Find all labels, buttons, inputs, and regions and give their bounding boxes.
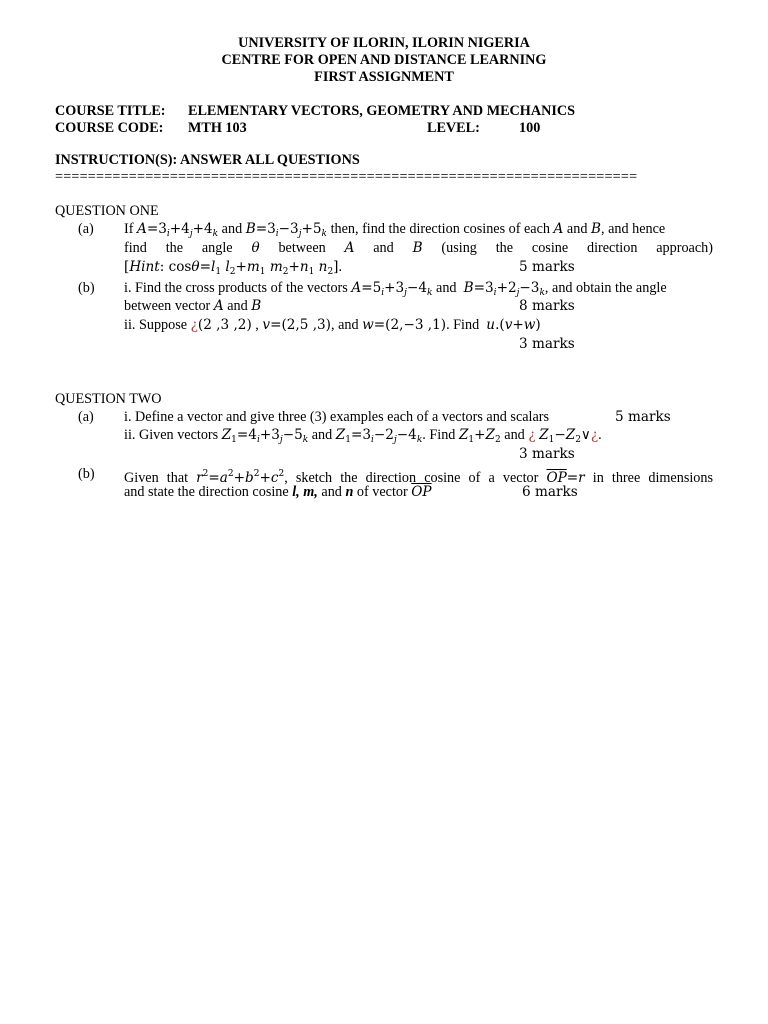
- q2-b-text-5: of vector: [356, 484, 408, 500]
- q2-a-line-2: ii. Given vectors $Z_1=4_i+3_j-5_k$ and $Z_1=3_i-2_j-4_k$. Find $Z_1+Z_2$ and ¿ $Z_1-Z_2\vee¿$.: [124, 427, 602, 445]
- q2-b-marks: 6 marks: [522, 484, 578, 500]
- course-code-label: COURSE CODE:: [55, 120, 164, 136]
- q2-a-marks-1: 5 marks: [615, 409, 671, 425]
- q1-b-line-2: between vector A and B: [124, 298, 262, 314]
- q1-b-label: (b): [78, 280, 95, 296]
- q2-b-text-1: Given that: [124, 470, 189, 486]
- course-code-value: MTH 103: [188, 120, 247, 136]
- q1-b-text-3: between vector: [124, 298, 211, 314]
- level-label: LEVEL:: [427, 120, 480, 136]
- course-title-value: ELEMENTARY VECTORS, GEOMETRY AND MECHANICS: [188, 103, 575, 119]
- q1-b-text-1: i. Find the cross products of the vectors: [124, 280, 348, 296]
- q2-b-text-2: , sketch the direction cosine of a vector: [284, 470, 539, 486]
- q1-b-text-4: ii. Suppose: [124, 317, 188, 333]
- q2-b-text-3: in three dimensions: [592, 470, 713, 486]
- university-title: UNIVERSITY OF ILORIN, ILORIN NIGERIA: [238, 35, 530, 51]
- q2-a-line-1: i. Define a vector and give three (3) examples each of a vectors and scalars: [124, 409, 550, 425]
- q1-a-label: (a): [78, 221, 94, 237]
- assignment-title: FIRST ASSIGNMENT: [314, 69, 454, 85]
- q2-b-line-1: Given that $r^2=a^2+b^2+c^2$, sketch the direction cosine of a vector $\overline{OP}=r$ in three dimensions: [124, 469, 713, 486]
- divider-line: =======================================================================: [55, 169, 638, 185]
- q1-a-line-2: find the angle θ between A and B (using the cosine direction approach): [124, 240, 713, 256]
- instructions: INSTRUCTION(S): ANSWER ALL QUESTIONS: [55, 152, 360, 168]
- course-title-label: COURSE TITLE:: [55, 103, 166, 119]
- q2-b-line-2: and state the direction cosine l, m, and n of vector $\overline{OP}$: [124, 484, 432, 500]
- q1-b-line-1: i. Find the cross products of the vectors $A=5_i+3_j-4_k$ and $B=3_i+2_j-3_k$, and obtain the angle: [124, 280, 667, 298]
- q1-b-marks-1: 8 marks: [519, 298, 575, 314]
- q2-a-label: (a): [78, 409, 94, 425]
- q2-b-label: (b): [78, 466, 95, 482]
- q1-a-hint: [Hint: $\cos\theta=l_1$ $l_2+m_1$ $m_2+n_1$ $n_2$].: [124, 259, 343, 277]
- q1-b-line-3: ii. Suppose ¿(2 ,3 ,2) , v=(2,5 ,3), and w=(2,−3 ,1). Find u.(v+w): [124, 317, 541, 333]
- q1-b-text-2: , and obtain the angle: [544, 280, 667, 296]
- q1-a-line-1: If $A=3_i+4_j+4_k$ and $B=3_i-3_j+5_k$ then, find the direction cosines of each A and B, and hence: [124, 221, 666, 239]
- q1-a-marks: 5 marks: [519, 259, 575, 275]
- q1-b-text-5: . Find: [446, 317, 480, 333]
- level-value: 100: [519, 120, 541, 136]
- centre-title: CENTRE FOR OPEN AND DISTANCE LEARNING: [221, 52, 547, 68]
- question-one-heading: QUESTION ONE: [55, 203, 159, 219]
- q2-a-text-2: ii. Given vectors: [124, 427, 219, 443]
- q1-a-text-2: find the angle: [124, 240, 233, 256]
- q1-b-marks-2: 3 marks: [519, 336, 575, 352]
- q1-a-text-1: then, find the direction cosines of each: [330, 221, 550, 237]
- q1-a-text-3: (using the cosine direction approach): [441, 240, 713, 256]
- question-two-heading: QUESTION TWO: [55, 391, 162, 407]
- q2-b-text-4: and state the direction cosine: [124, 484, 289, 500]
- q2-a-marks-2: 3 marks: [519, 446, 575, 462]
- q2-a-text-3: . Find: [422, 427, 456, 443]
